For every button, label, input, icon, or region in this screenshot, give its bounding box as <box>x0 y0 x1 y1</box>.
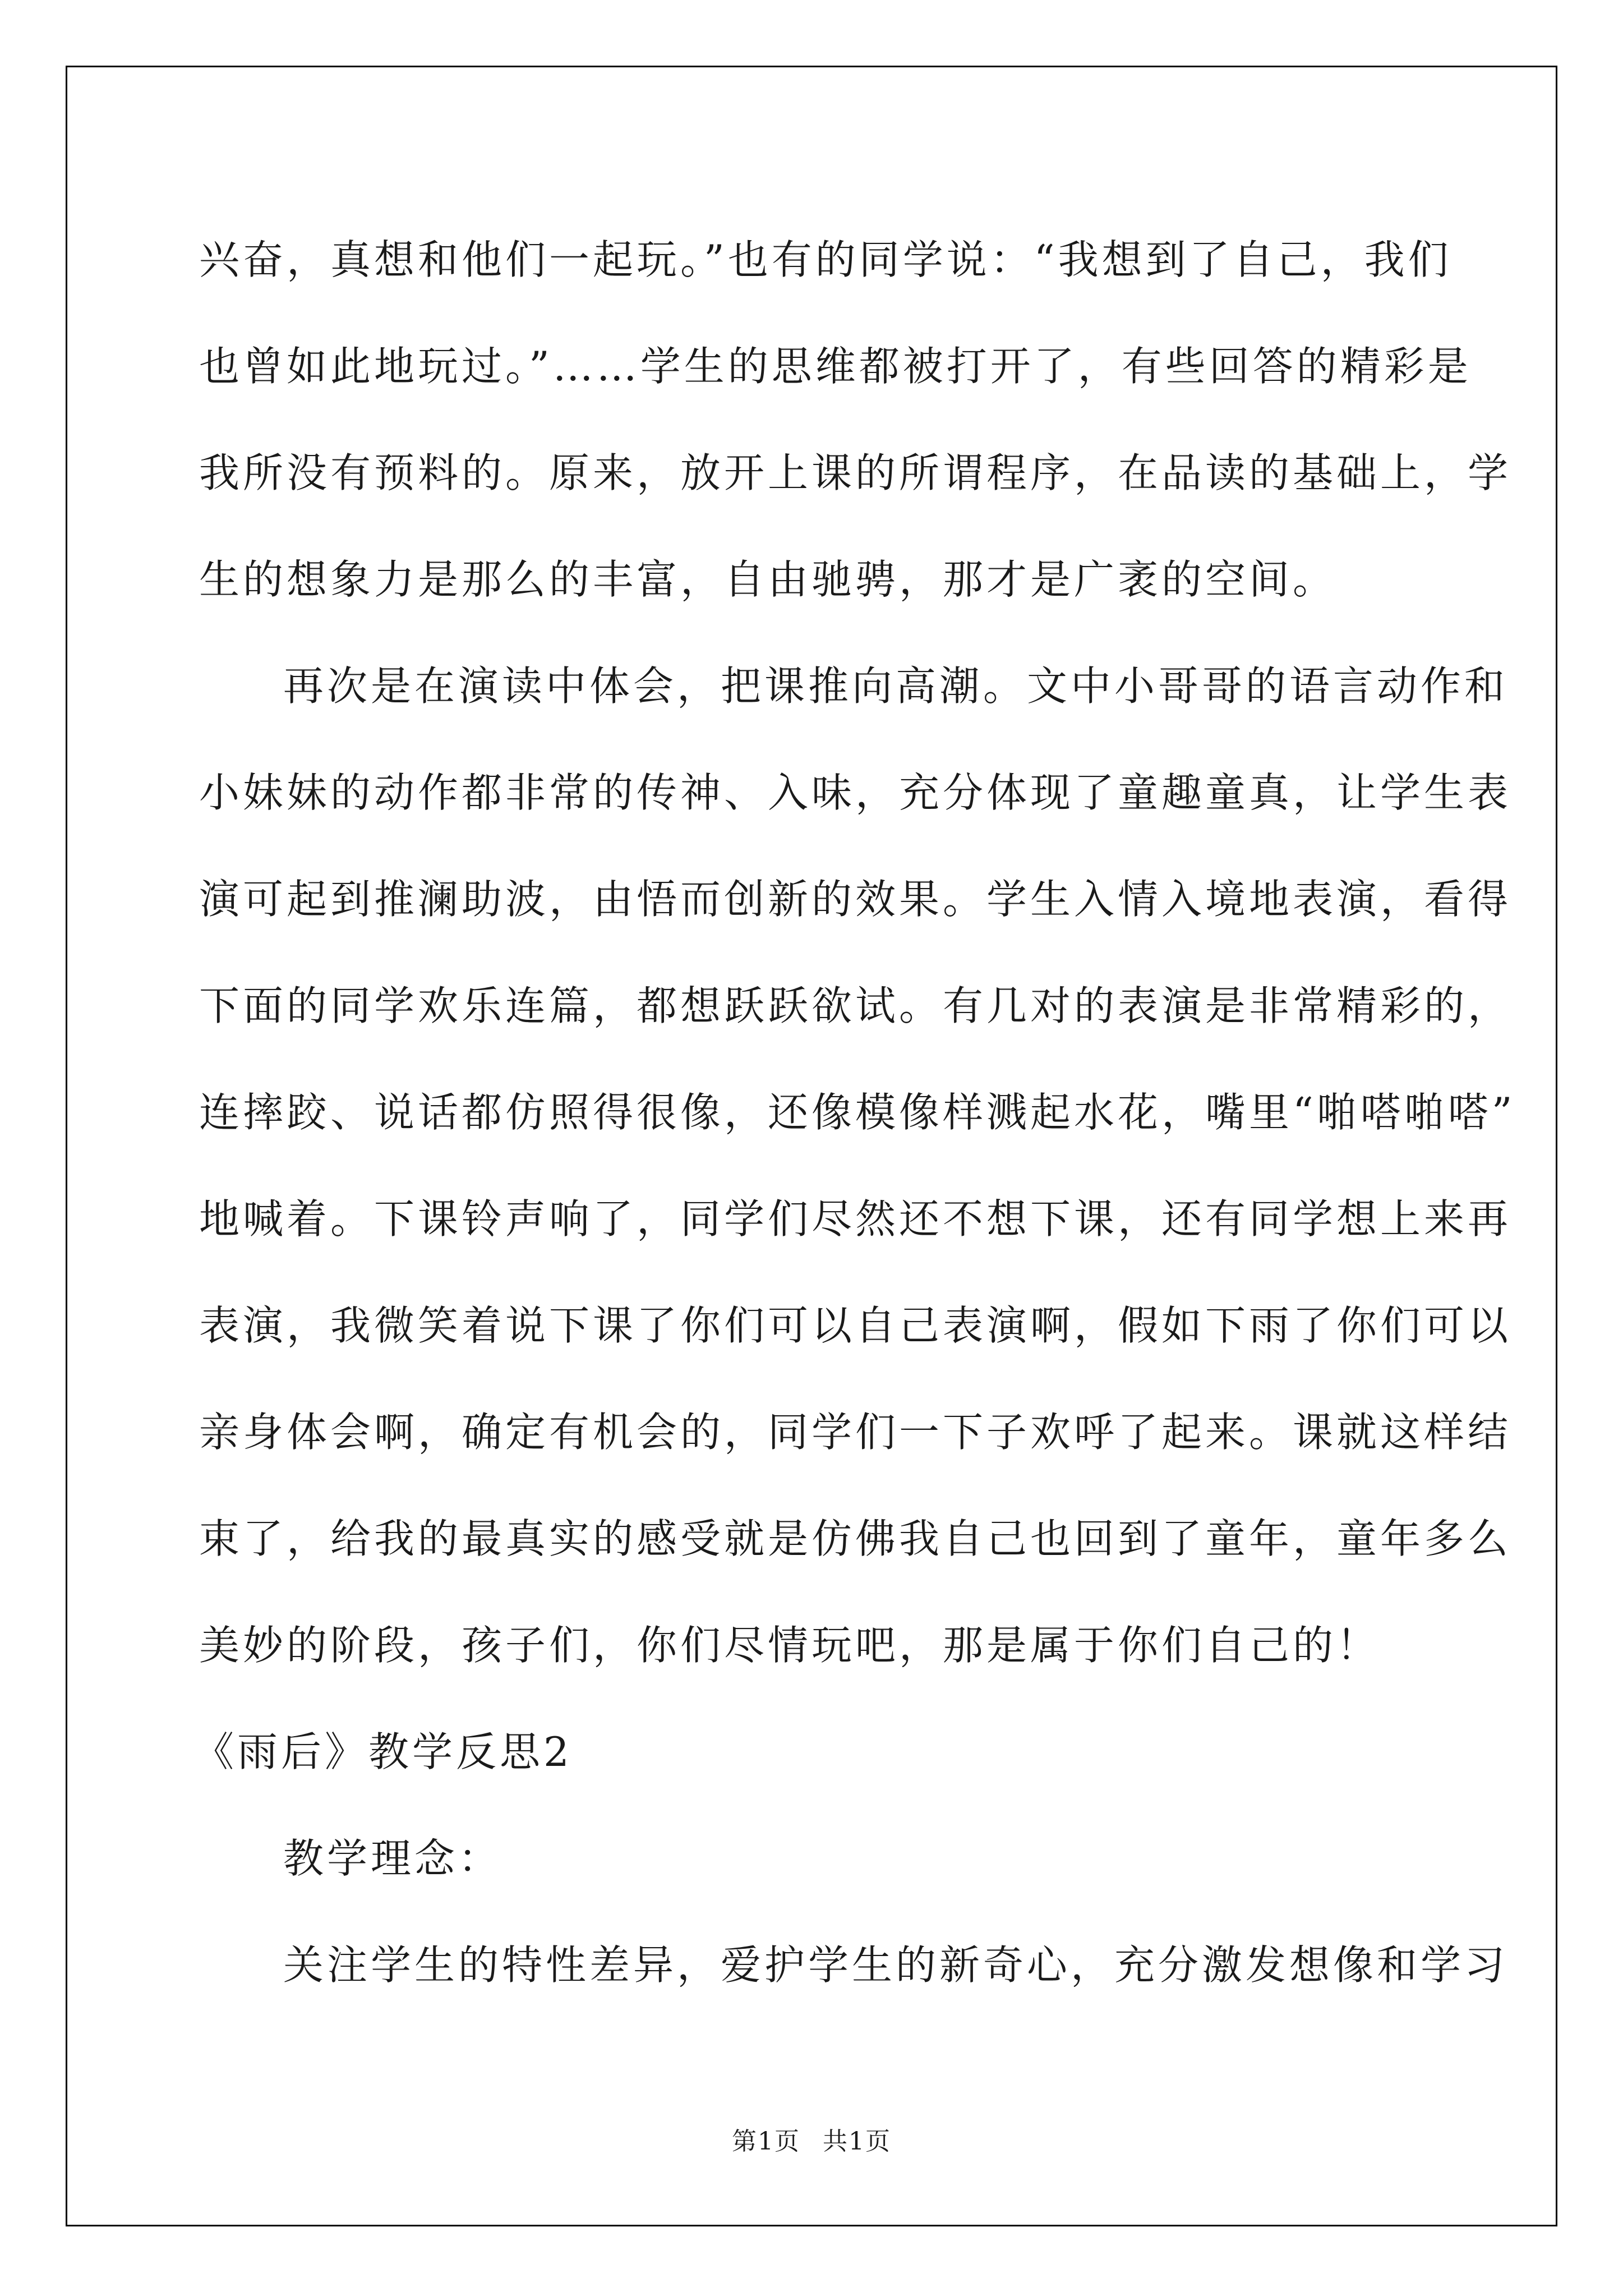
paragraph-first-line: 再次是在演读中体会，把课推向高潮。文中小哥哥的语言动作和 <box>283 662 1509 710</box>
page-footer <box>0 2125 1623 2159</box>
text-line: 小妹妹的动作都非常的传神、入味，充分体现了童趣童真，让学生表 <box>199 769 1512 816</box>
text-line: 美妙的阶段，孩子们，你们尽情玩吧，那是属于你们自己的！ <box>199 1622 1381 1669</box>
text-line: 兴奋，真想和他们一起玩。”也有的同学说：“我想到了自己，我们 <box>199 236 1452 283</box>
text-line: 生的想象力是那么的丰富，自由驰骋，那才是广袤的空间。 <box>199 556 1337 603</box>
text-line: 连摔跤、说话都仿照得很像，还像模像样溅起水花，嘴里“啪嗒啪嗒” <box>199 1089 1516 1136</box>
section-heading: 《雨后》教学反思2 <box>193 1728 573 1775</box>
subheading: 教学理念： <box>283 1835 502 1882</box>
paragraph-first-line: 关注学生的特性差异，爱护学生的新奇心，充分激发想像和学习 <box>283 1941 1509 1989</box>
document-body <box>193 206 1516 2018</box>
text-line: 也曾如此地玩过。”……学生的思维都被打开了，有些回答的精彩是 <box>199 343 1472 390</box>
page-total: 共1页 <box>823 2127 891 2156</box>
text-line: 亲身体会啊，确定有机会的，同学们一下子欢呼了起来。课就这样结 <box>199 1409 1512 1456</box>
page-number: 第1页 <box>732 2127 800 2156</box>
text-line: 束了，给我的最真实的感受就是仿佛我自己也回到了童年，童年多么 <box>199 1515 1512 1562</box>
text-line: 下面的同学欢乐连篇，都想跃跃欲试。有几对的表演是非常精彩的， <box>199 982 1512 1029</box>
text-line: 表演，我微笑着说下课了你们可以自己表演啊，假如下雨了你们可以 <box>199 1302 1512 1349</box>
text-line: 地喊着。下课铃声响了，同学们尽然还不想下课，还有同学想上来再 <box>199 1195 1512 1243</box>
text-line: 演可起到推澜助波，由悟而创新的效果。学生入情入境地表演，看得 <box>199 876 1512 923</box>
text-line: 我所没有预料的。原来，放开上课的所谓程序，在品读的基础上，学 <box>199 449 1512 496</box>
